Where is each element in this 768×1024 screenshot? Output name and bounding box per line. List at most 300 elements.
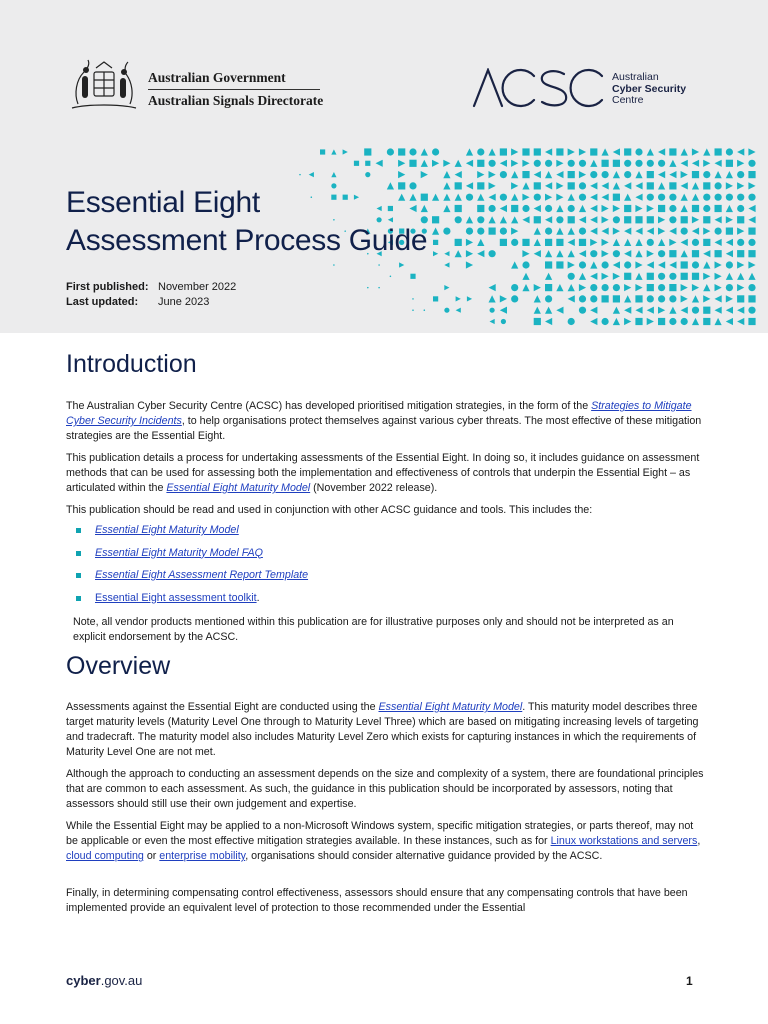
pattern-shape (613, 284, 620, 291)
pattern-shape (715, 307, 722, 314)
pattern-shape (692, 250, 699, 257)
pattern-shape (737, 182, 744, 189)
pattern-shape (590, 216, 597, 223)
introduction-heading: Introduction (66, 350, 197, 378)
pattern-shape (333, 264, 335, 266)
pattern-shape (635, 261, 642, 268)
pattern-shape (331, 149, 336, 154)
pattern-shape (568, 205, 575, 212)
separator: , (697, 835, 701, 847)
pattern-shape (409, 148, 416, 155)
pattern-shape (432, 228, 439, 235)
pattern-shape (522, 148, 529, 155)
pattern-shape (354, 161, 359, 166)
pattern-shape (477, 148, 484, 155)
pattern-shape (658, 228, 665, 235)
pattern-shape (522, 273, 529, 280)
pattern-shape (748, 182, 755, 189)
pattern-shape (748, 295, 755, 302)
pattern-shape (579, 160, 586, 167)
intro-p2-text: This publication details a process for undertaking assessments of the Essential Eight. In doing so, it includes guidance on assessment methods that can be used for assessing both the implementation and effectiveness of controls that underpin the Essential Eight – as articulated within the (66, 452, 700, 494)
pattern-shape (568, 171, 575, 178)
pattern-shape (511, 171, 518, 178)
acsc-wordmark (612, 72, 686, 107)
cover-header (0, 0, 768, 333)
pattern-shape (737, 171, 744, 178)
pattern-shape (692, 261, 699, 268)
pattern-shape (568, 216, 575, 223)
pattern-shape (692, 160, 699, 167)
pattern-shape (681, 284, 688, 291)
pattern-shape (545, 284, 552, 291)
pattern-shape (398, 148, 405, 155)
pattern-shape (579, 307, 586, 314)
pattern-shape (692, 228, 699, 235)
separator: or (143, 850, 160, 862)
pattern-shape (669, 295, 676, 302)
pattern-shape (647, 261, 654, 268)
pattern-shape (602, 216, 609, 223)
pattern-shape (635, 318, 642, 325)
pattern-shape (489, 295, 496, 302)
pattern-shape (579, 194, 586, 201)
pattern-shape (681, 307, 688, 314)
pattern-shape (624, 239, 631, 246)
pattern-shape (692, 182, 699, 189)
pattern-shape (715, 182, 722, 189)
pattern-shape (602, 148, 609, 155)
pattern-shape (477, 182, 484, 189)
pattern-shape (726, 318, 733, 325)
pattern-shape (489, 160, 496, 167)
pattern-shape (726, 307, 733, 314)
pattern-shape (715, 148, 722, 155)
pattern-shape (703, 216, 710, 223)
pattern-shape (489, 216, 496, 223)
pattern-shape (647, 194, 654, 201)
pattern-shape (556, 194, 563, 201)
pattern-shape (703, 228, 710, 235)
enterprise-mobility-link[interactable]: enterprise mobility (159, 850, 246, 862)
pattern-shape (320, 149, 325, 154)
intro-paragraph-2 (66, 451, 706, 496)
pattern-shape (647, 284, 654, 291)
pattern-shape (647, 182, 654, 189)
pattern-shape (444, 262, 449, 267)
pattern-shape (432, 160, 439, 167)
pattern-shape (545, 160, 552, 167)
pattern-shape (647, 148, 654, 155)
pattern-shape (658, 182, 665, 189)
pattern-shape (613, 239, 620, 246)
pattern-shape (602, 261, 609, 268)
pattern-shape (456, 308, 461, 313)
pattern-shape (390, 276, 392, 278)
pattern-shape (715, 284, 722, 291)
pattern-shape (647, 250, 654, 257)
overview-maturity-model-link[interactable]: Essential Eight Maturity Model (378, 701, 523, 713)
pattern-shape (466, 216, 473, 223)
pattern-shape (692, 148, 699, 155)
pattern-shape (613, 160, 620, 167)
pattern-shape (556, 182, 563, 189)
footer-url (66, 973, 142, 988)
pattern-shape (602, 318, 609, 325)
linux-link[interactable]: Linux workstations and servers (550, 835, 698, 847)
pattern-shape (658, 148, 665, 155)
pattern-shape (658, 194, 665, 201)
pattern-shape (635, 148, 642, 155)
pattern-shape (748, 205, 755, 212)
pattern-shape (590, 148, 597, 155)
pattern-shape (579, 148, 586, 155)
pattern-shape (647, 273, 654, 280)
pattern-shape (365, 172, 370, 177)
intro-paragraph-3: This publication should be read and used in conjunction with other ACSC guidance and tools. This includes the: (66, 504, 593, 516)
pattern-shape (681, 148, 688, 155)
pattern-shape (726, 228, 733, 235)
pattern-shape (511, 182, 518, 189)
pattern-shape (455, 171, 462, 178)
pattern-shape (556, 284, 563, 291)
pattern-shape (624, 216, 631, 223)
pattern-shape (556, 160, 563, 167)
pattern-shape (534, 182, 541, 189)
pattern-shape (658, 171, 665, 178)
pattern-shape (703, 261, 710, 268)
pattern-shape (376, 160, 383, 167)
pattern-shape (669, 228, 676, 235)
pattern-shape (545, 194, 552, 201)
pattern-shape (579, 295, 586, 302)
pattern-shape (635, 239, 642, 246)
pattern-shape (590, 194, 597, 201)
pattern-shape (590, 261, 597, 268)
document-title (66, 184, 427, 260)
pattern-shape (545, 295, 552, 302)
pattern-shape (715, 194, 722, 201)
pattern-shape (444, 308, 449, 313)
pattern-shape (613, 205, 620, 212)
pattern-shape (647, 160, 654, 167)
strategies-link[interactable]: Strategies to Mitigate Cyber Security Incidents (66, 400, 692, 427)
pattern-shape (456, 296, 461, 301)
pattern-shape (455, 182, 462, 189)
pattern-shape (433, 240, 438, 245)
pattern-shape (624, 205, 631, 212)
pattern-shape (579, 284, 586, 291)
pattern-shape (477, 194, 484, 201)
pattern-shape (490, 319, 495, 324)
pattern-shape (579, 171, 586, 178)
pattern-shape (500, 307, 507, 314)
pattern-shape (331, 172, 336, 177)
pattern-shape (647, 239, 654, 246)
pattern-shape (715, 160, 722, 167)
pattern-shape (489, 171, 496, 178)
pattern-shape (477, 250, 484, 257)
pattern-shape (409, 160, 416, 167)
resource-link-faq[interactable]: Essential Eight Maturity Model FAQ (95, 546, 263, 559)
pattern-shape (658, 250, 665, 257)
pattern-shape (681, 318, 688, 325)
pattern-shape (681, 194, 688, 201)
pattern-shape (466, 239, 473, 246)
first-published-value: November 2022 (158, 281, 237, 293)
pattern-shape (590, 239, 597, 246)
pattern-shape (681, 239, 688, 246)
pattern-shape (624, 194, 631, 201)
pattern-shape (669, 216, 676, 223)
maturity-model-link[interactable]: Essential Eight Maturity Model (166, 482, 311, 494)
pattern-shape (726, 205, 733, 212)
pattern-shape (545, 239, 552, 246)
pattern-shape (500, 194, 507, 201)
pattern-shape (602, 182, 609, 189)
pattern-shape (534, 239, 541, 246)
pattern-shape (466, 250, 473, 257)
pattern-shape (692, 284, 699, 291)
pattern-shape (748, 228, 755, 235)
pattern-shape (726, 250, 733, 257)
pattern-shape (590, 205, 597, 212)
pattern-shape (522, 284, 529, 291)
pattern-shape (432, 194, 439, 201)
pattern-shape (511, 205, 518, 212)
pattern-shape (556, 307, 563, 314)
pattern-shape (455, 205, 462, 212)
pattern-shape (726, 284, 733, 291)
pattern-shape (556, 239, 563, 246)
pattern-shape (613, 182, 620, 189)
pattern-shape (579, 228, 586, 235)
overview-paragraph-2: Although the approach to conducting an assessment depends on the size and complexity of a system, there are foundational principles that are common to each assessment. As such, the guidance in this publication should be incorporated by assessors, noting that assessors should still use their own judgement and expertise. (66, 768, 704, 810)
pattern-shape (433, 251, 438, 256)
overview-paragraph-1 (66, 700, 706, 760)
pattern-shape (681, 273, 688, 280)
pattern-shape (703, 307, 710, 314)
pattern-shape (703, 318, 710, 325)
pattern-shape (737, 284, 744, 291)
divider (148, 89, 320, 90)
pattern-shape (545, 228, 552, 235)
pattern-shape (490, 308, 495, 313)
pattern-shape (545, 273, 552, 280)
pattern-shape (613, 194, 620, 201)
pattern-shape (658, 295, 665, 302)
pattern-shape (726, 182, 733, 189)
pattern-shape (715, 228, 722, 235)
pattern-shape (613, 307, 620, 314)
pattern-shape (692, 171, 699, 178)
pattern-shape (715, 261, 722, 268)
pattern-shape (579, 216, 586, 223)
pattern-shape (432, 216, 439, 223)
pattern-shape (647, 205, 654, 212)
pattern-shape (624, 160, 631, 167)
title-line-1: Essential Eight (66, 186, 260, 219)
pattern-shape (681, 205, 688, 212)
list-item (66, 524, 308, 547)
pattern-shape (635, 295, 642, 302)
pattern-shape (669, 307, 676, 314)
overview-paragraph-4: Finally, in determining compensating control effectiveness, assessors should ensure that any compensating controls that have been implemented provide an equivalent level of protection to those recommended under the Essential (66, 887, 688, 914)
pattern-shape (545, 182, 552, 189)
pattern-shape (568, 273, 575, 280)
pattern-shape (635, 205, 642, 212)
pattern-shape (748, 273, 755, 280)
pattern-shape (703, 171, 710, 178)
pattern-shape (681, 261, 688, 268)
pattern-shape (669, 261, 676, 268)
pattern-shape (500, 239, 507, 246)
pattern-shape (602, 205, 609, 212)
pattern-shape (522, 182, 529, 189)
last-updated-label: Last updated: (66, 296, 139, 308)
pattern-shape (613, 295, 620, 302)
pattern-shape (534, 160, 541, 167)
pattern-shape (602, 295, 609, 302)
pattern-shape (635, 216, 642, 223)
pattern-shape (489, 205, 496, 212)
acsc-line1: Australian (612, 71, 659, 83)
pattern-shape (669, 318, 676, 325)
pattern-shape (635, 273, 642, 280)
pattern-shape (522, 205, 529, 212)
pattern-shape (692, 194, 699, 201)
pattern-shape (500, 148, 507, 155)
pattern-shape (568, 284, 575, 291)
pattern-shape (658, 318, 665, 325)
pattern-shape (602, 239, 609, 246)
pattern-shape (602, 160, 609, 167)
pattern-shape (726, 160, 733, 167)
pattern-shape (737, 160, 744, 167)
directorate-name: Australian Signals Directorate (148, 93, 324, 108)
pattern-shape (681, 295, 688, 302)
pattern-shape (658, 160, 665, 167)
pattern-shape (522, 160, 529, 167)
pattern-shape (669, 148, 676, 155)
cloud-computing-link[interactable]: cloud computing (66, 850, 144, 862)
coat-of-arms-icon (64, 58, 144, 114)
pattern-shape (387, 148, 394, 155)
pattern-shape (703, 295, 710, 302)
pattern-shape (477, 216, 484, 223)
pattern-shape (737, 148, 744, 155)
intro-paragraph-1 (66, 399, 706, 444)
pattern-shape (534, 284, 541, 291)
pattern-shape (455, 194, 462, 201)
resource-link-toolkit[interactable]: Essential Eight assessment toolkit (95, 591, 257, 604)
pattern-shape (748, 216, 755, 223)
pattern-shape (545, 250, 552, 257)
pattern-shape (534, 148, 541, 155)
pattern-shape (715, 250, 722, 257)
pattern-shape (522, 261, 529, 268)
pattern-shape (545, 307, 552, 314)
pattern-shape (681, 171, 688, 178)
pattern-shape (635, 171, 642, 178)
pattern-shape (500, 205, 507, 212)
pattern-shape (635, 182, 642, 189)
pattern-shape (511, 194, 518, 201)
pattern-shape (692, 318, 699, 325)
pattern-shape (602, 228, 609, 235)
pattern-shape (737, 261, 744, 268)
pattern-shape (466, 148, 473, 155)
pattern-shape (715, 205, 722, 212)
pattern-shape (556, 250, 563, 257)
pattern-shape (658, 205, 665, 212)
pattern-shape (647, 171, 654, 178)
pattern-shape (703, 273, 710, 280)
pattern-shape (568, 194, 575, 201)
pattern-shape (715, 239, 722, 246)
pattern-shape (466, 160, 473, 167)
pattern-shape (500, 216, 507, 223)
pattern-shape (556, 261, 563, 268)
pattern-shape (635, 194, 642, 201)
pattern-shape (590, 318, 597, 325)
pattern-shape (737, 295, 744, 302)
pattern-shape (726, 194, 733, 201)
pattern-shape (748, 261, 755, 268)
pattern-shape (703, 182, 710, 189)
pattern-shape (647, 216, 654, 223)
pattern-shape (444, 285, 449, 290)
pattern-shape (715, 216, 722, 223)
pattern-shape (534, 228, 541, 235)
pattern-shape (748, 284, 755, 291)
bullet-icon (76, 551, 81, 556)
resource-link-report-template[interactable]: Essential Eight Assessment Report Template (95, 569, 309, 581)
pattern-shape (624, 261, 631, 268)
pattern-shape (421, 148, 428, 155)
bullet-icon (76, 596, 81, 601)
pattern-shape (568, 228, 575, 235)
pattern-shape (624, 148, 631, 155)
pattern-shape (466, 261, 473, 268)
pattern-shape (658, 284, 665, 291)
pattern-shape (635, 307, 642, 314)
pattern-shape (703, 194, 710, 201)
pattern-shape (613, 318, 620, 325)
pattern-shape (365, 161, 370, 166)
pattern-shape (378, 264, 380, 266)
pattern-shape (398, 160, 405, 167)
pattern-shape (703, 284, 710, 291)
pattern-shape (568, 250, 575, 257)
pattern-shape (590, 182, 597, 189)
resource-link-maturity-model[interactable]: Essential Eight Maturity Model (95, 524, 239, 536)
list-item (66, 592, 308, 615)
pattern-shape (545, 318, 552, 325)
pattern-shape (703, 250, 710, 257)
pattern-shape (703, 205, 710, 212)
pattern-shape (500, 160, 507, 167)
pattern-shape (624, 228, 631, 235)
pattern-shape (568, 160, 575, 167)
pattern-shape (343, 149, 348, 154)
pattern-shape (590, 284, 597, 291)
pattern-shape (590, 171, 597, 178)
pattern-shape (602, 273, 609, 280)
pattern-shape (309, 172, 314, 177)
pattern-shape (669, 171, 676, 178)
government-name: Australian Government (148, 70, 286, 85)
footer-url-rest: .gov.au (100, 973, 143, 988)
